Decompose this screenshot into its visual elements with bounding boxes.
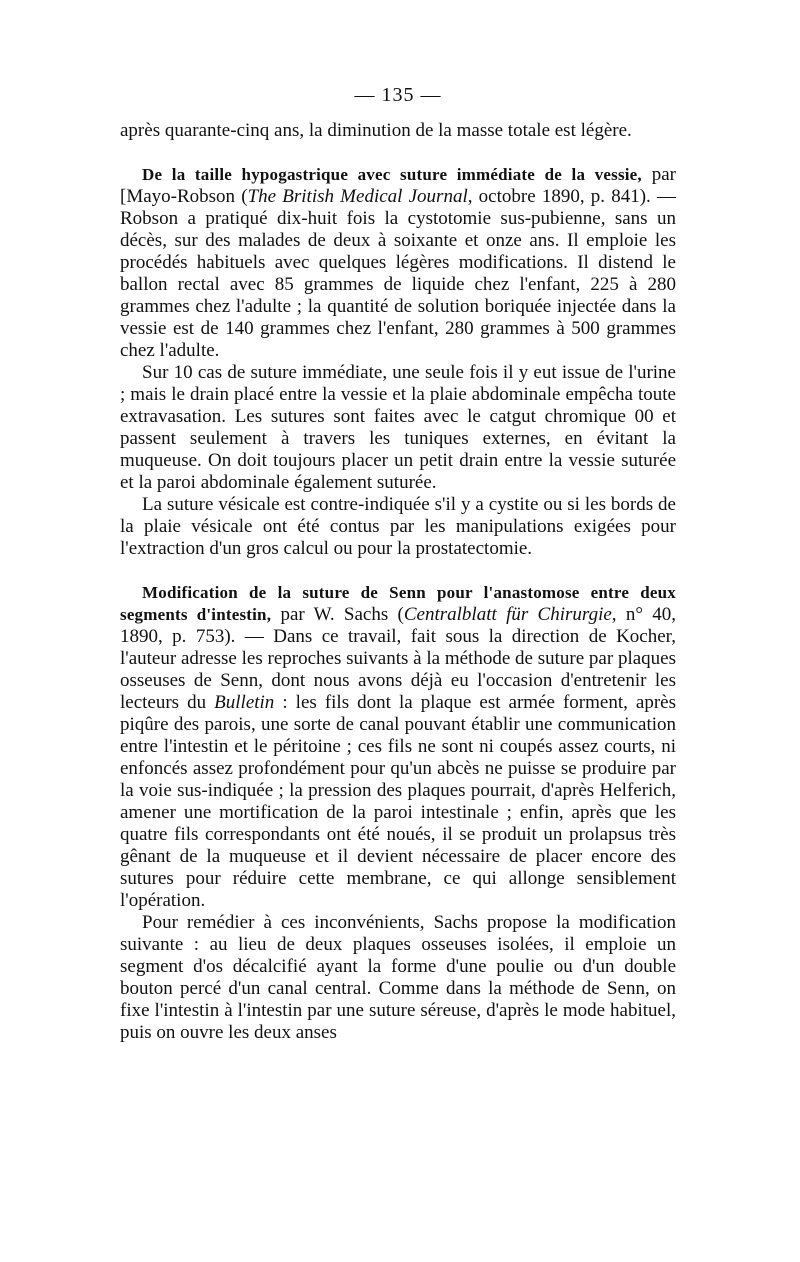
page-number: — 135 — (354, 84, 442, 106)
paragraph-text: Pour remédier à ces inconvénients, Sachs propose la modification suivante : au lieu de deux plaques osseuses isolées, il emploie un segment d'os décalcifié ayant la forme d'une poulie ou d'un double bouton percé d'un canal central. Comme dans la méthode de Senn, on fixe l'intestin à l'intestin par une suture séreuse, d'après le mode habituel, puis on ouvre les deux anses (120, 912, 676, 1043)
paragraph-text: , octobre 1890, p. 841). — Robson a pratiqué dix-huit fois la cystotomie sus-pubienne, sans un décès, sur des malades de deux à soixante et onze ans. Il emploie les procédés habituels avec quelques légères modifications. Il distend le ballon rectal avec 85 grammes de liquide chez l'enfant, 225 à 280 grammes chez l'adulte ; la quantité de solution boriquée injectée dans la vessie est de 140 grammes chez l'enfant, 280 grammes à 500 grammes chez l'adulte. (120, 186, 676, 361)
paragraph-text: Sur 10 cas de suture immédiate, une seule fois il y eut issue de l'urine ; mais le drain placé entre la vessie et la plaie abdominale empêcha toute extravasation. Les sutures sont faites avec le catgut chromique 00 et passent seulement à travers les tuniques externes, en évitant la muqueuse. On doit toujours placer un petit drain entre la vessie suturée et la paroi abdominale également suturée. (120, 362, 676, 493)
paragraph-text: , n° 40, 1890, p. 753). — Dans ce travail, fait sous la direction de Kocher, l'auteur adresse les reproches suivants à la méthode de suture par plaques osseuses de Senn, dont nous avons déjà eu l'occasion d'entretenir les lecteurs du (120, 604, 676, 713)
journal-title: The British Medical Journal (247, 186, 468, 207)
paragraph (120, 362, 676, 494)
section-taille-hypogastrique (120, 164, 676, 362)
paragraph-text: : les fils dont la plaque est armée forment, après piqûre des parois, une sorte de canal pouvant établir une communication entre l'intestin et le péritoine ; ces fils ne sont ni coupés assez courts, ni enfoncés assez profondément pour qu'un abcès ne puisse se produire par la voie sus-indiquée ; la pression des plaques pourrait, d'après Helferich, amener une mortification de la paroi intestinale ; enfin, après que les quatre fils correspondants ont été noués, il se produit un prolapsus très gênant de la muqueuse et il devient nécessaire de placer encore des sutures pour réduire cette membrane, ce qui allonge sensiblement l'opération. (120, 692, 676, 911)
citation-text: par [Mayo-Robson ( (120, 164, 676, 207)
paragraph (120, 912, 676, 1044)
section-gap (120, 560, 676, 582)
section-heading: Modification de la suture de Senn pour l'anastomose entre deux segments d'intestin, (120, 583, 676, 624)
section-heading: De la taille hypogastrique avec suture immédiate de la vessie, (142, 165, 642, 184)
paragraph (120, 494, 676, 560)
paragraph-text: après quarante-cinq ans, la diminution de la masse totale est légère. (120, 120, 632, 141)
paragraph-text: La suture vésicale est contre-indiquée s'il y a cystite ou si les bords de la plaie vésicale ont été contus par les manipulations exigées pour l'extraction d'un gros calcul ou pour la prostatectomie. (120, 494, 676, 559)
journal-title: Centralblatt für Chirurgie (403, 604, 612, 625)
paragraph-continuation (120, 120, 676, 142)
section-suture-senn (120, 582, 676, 912)
citation-text: par W. Sachs ( (271, 604, 404, 625)
bulletin-title: Bulletin (214, 692, 275, 713)
section-gap (120, 142, 676, 164)
book-page (120, 84, 676, 1044)
